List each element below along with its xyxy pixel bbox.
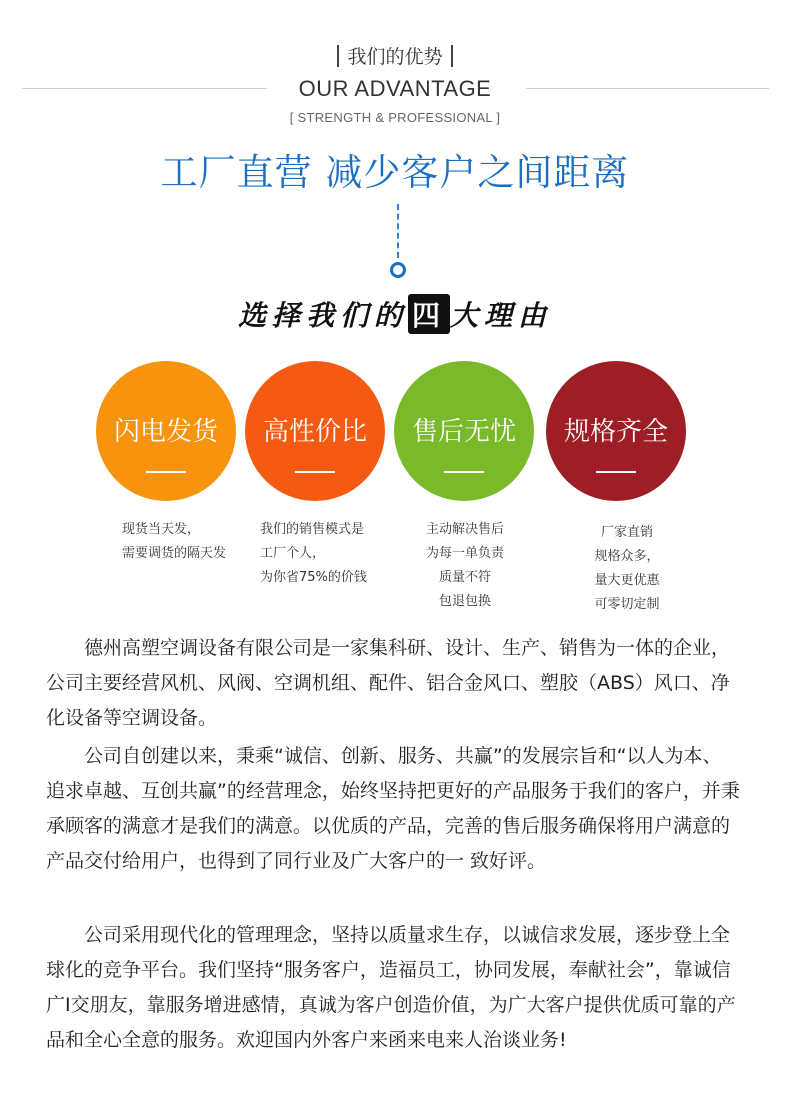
reason-underline	[596, 471, 636, 473]
reason-label: 闪电发货	[113, 417, 218, 447]
reasons-title-after: 大理由	[450, 299, 553, 332]
description-line: 需要调货的隔天发	[122, 546, 227, 561]
description-line: 工厂个人，	[260, 546, 326, 561]
description-line: 量大更优惠	[594, 573, 660, 588]
reasons-title-highlight: 四	[408, 294, 450, 334]
reason-label: 高性价比	[262, 417, 367, 447]
section-subtitle: [ STRENGTH & PROFESSIONAL ]	[289, 110, 501, 125]
company-management-paragraph: 公司采用现代化的管理理念，坚持以质量求生存，以诚信求发展，逐步登上全球化的竞争平台。我们坚持“服务客户，造福员工，协同发展，奉献社会”，靠诚信广I交朋友，靠服务增进感情，真诚为客户创造价值，为广大客户提供优质可靠的产品和全心全意的服务。欢迎国内外客户来函来电来人治谈业务!	[46, 924, 736, 1051]
reasons-title-before: 选择我们的	[237, 299, 408, 332]
description-line: 为每一单负责	[425, 546, 504, 561]
title-bar-right	[451, 45, 453, 67]
description-line: 质量不符	[438, 570, 491, 585]
description-line: 主动解决售后	[425, 522, 504, 537]
title-cn-text: 我们的优势	[347, 46, 443, 68]
company-intro-paragraph: 德州高塑空调设备有限公司是一家集科研、设计、生产、销售为一体的企业，公司主要经营风机、风阀、空调机组、配件、铝合金风口、塑胶（ABS）风口、净化设备等空调设备。	[46, 637, 731, 729]
company-philosophy-paragraph: 公司自创建以来，秉乘“诚信、创新、服务、共赢”的发展宗旨和“以人为本、追求卓越、互创共赢”的经营理念，始终坚持把更好的产品服务于我们的客户，并秉承顾客的满意才是我们的满意。以优质的产品，完善的售后服务确保将用户满意的产品交付给用户，也得到了同行业及广大客户的一 致好评。	[46, 745, 740, 872]
slogan-headline: 工厂直营 减少客户之间距离	[160, 151, 630, 194]
reason-description-full-range	[587, 521, 667, 617]
divider-right	[526, 88, 769, 89]
reason-underline	[295, 471, 335, 473]
reason-circle-after-sales	[394, 361, 534, 501]
reason-circle-value	[245, 361, 385, 501]
description-line: 现货当天发，	[122, 522, 201, 537]
reason-description-value	[260, 518, 367, 590]
reason-description-fast-delivery	[122, 518, 226, 566]
description-line: 厂家直销	[600, 525, 653, 540]
section-title-en: OUR ADVANTAGE	[298, 76, 492, 101]
reason-underline	[444, 471, 484, 473]
reasons-title	[0, 294, 790, 334]
description-line: 为你省75%的价钱	[260, 570, 367, 585]
description-line: 规格众多，	[594, 549, 660, 564]
title-bar-left	[337, 45, 339, 67]
reason-circle-full-range	[546, 361, 686, 501]
section-title-cn	[0, 42, 790, 69]
dashed-connector	[397, 204, 399, 258]
connector-dot	[390, 262, 406, 278]
reason-label: 售后无忧	[411, 417, 516, 447]
reason-description-after-sales	[418, 518, 512, 614]
description-line: 包退包换	[438, 594, 491, 609]
reason-circle-fast-delivery	[96, 361, 236, 501]
description-line: 可零切定制	[594, 597, 660, 612]
reason-label: 规格齐全	[563, 417, 668, 447]
description-line: 我们的销售模式是	[260, 522, 365, 537]
reason-underline	[146, 471, 186, 473]
